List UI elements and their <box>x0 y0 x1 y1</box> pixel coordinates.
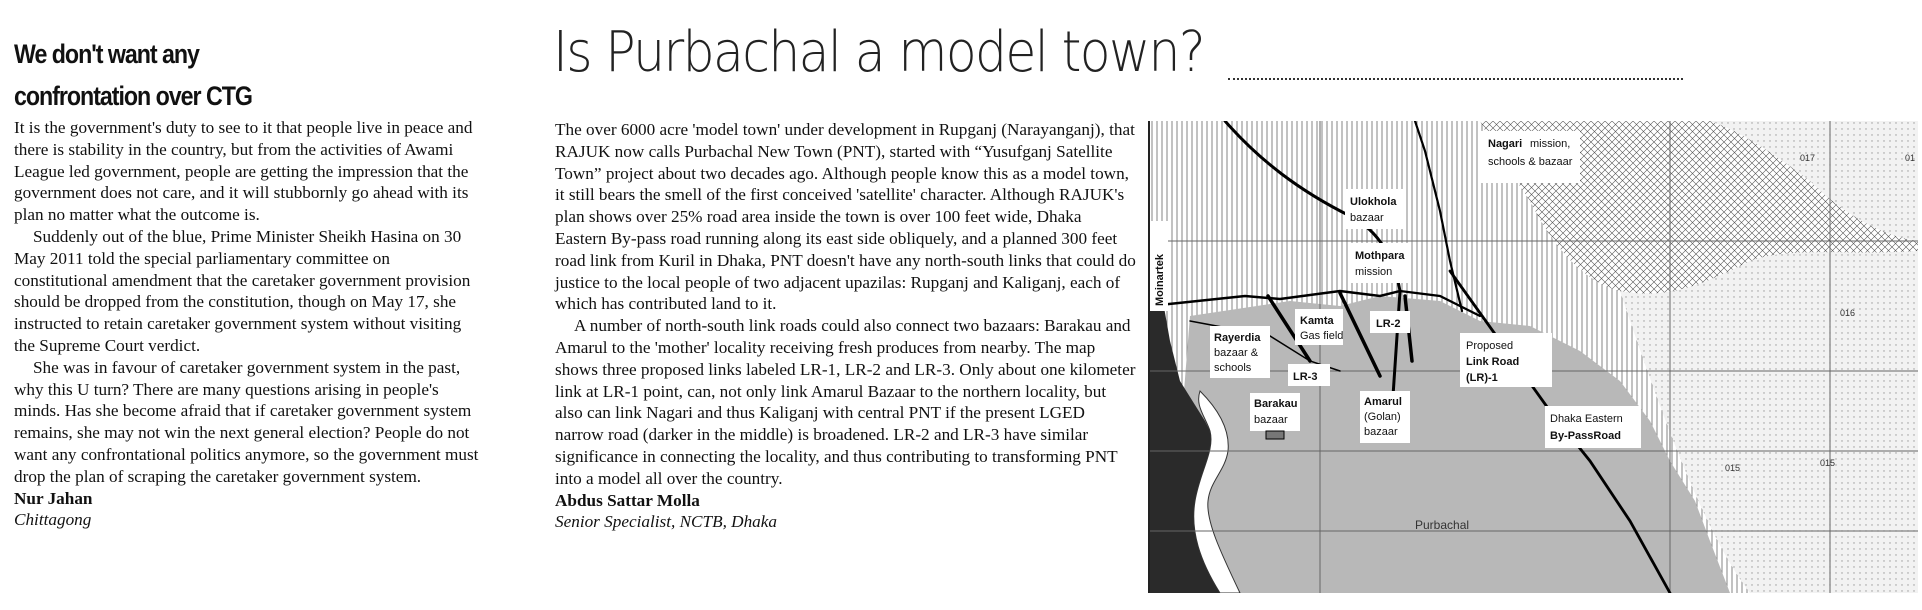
map-label-rayerdia-bazaar: bazaar & <box>1214 347 1259 359</box>
letter-ctg <box>14 33 484 531</box>
headline-dotted-rule <box>1228 78 1683 80</box>
map-label-moinartek: Moinartek <box>1154 254 1166 306</box>
map-label-amarul-golan: (Golan) <box>1364 411 1401 423</box>
map-label-kamta: Kamta <box>1300 315 1334 327</box>
map-label-lr3: LR-3 <box>1293 371 1318 383</box>
map-label-mothpara-mission: mission <box>1355 266 1393 278</box>
map-label-rayerdia: Rayerdia <box>1214 332 1261 344</box>
map-label-nagari-schools: schools & bazaar <box>1488 156 1573 168</box>
map-label-amarul-bazaar: bazaar <box>1364 426 1398 438</box>
letter-heading-line1: We don't want any <box>14 39 199 69</box>
map-sector-016: 016 <box>1840 308 1856 318</box>
map-label-bypass-road: By-PassRoad <box>1550 430 1621 442</box>
map-label-lr1: (LR)-1 <box>1466 372 1498 384</box>
map-label-ulokhola-bazaar: bazaar <box>1350 212 1384 224</box>
map-label-ulokhola: Ulokhola <box>1350 196 1397 208</box>
map-label-nagari: Nagari <box>1488 138 1523 150</box>
map-label-barakau-bazaar: bazaar <box>1254 414 1288 426</box>
map-label-dhaka-eastern: Dhaka Eastern <box>1550 413 1623 425</box>
letter-body <box>14 117 484 531</box>
letter-paragraph: She was in favour of caretaker government system in the past, why this U turn? There are many questions arising in people's minds. Has she become afraid that if caretaker government system remains, she may not win the next general election? People do not want any confrontational politics anymore, so the government must drop the plan of scraping the caretaker government system. <box>14 357 479 486</box>
map-sector-015b: 015 <box>1820 458 1836 468</box>
map-label-amarul: Amarul <box>1364 396 1402 408</box>
map-label-rayerdia-schools: schools <box>1214 362 1252 374</box>
map-label-kamta-gas: Gas field <box>1300 330 1344 342</box>
map-label-proposed: Proposed <box>1466 340 1514 352</box>
map-sector-01: 01 <box>1905 153 1916 163</box>
map-label-purbachal: Purbachal <box>1415 518 1470 532</box>
map-figure <box>1150 121 1918 593</box>
headline-block <box>553 18 1683 88</box>
letter-paragraph: It is the government's duty to see to it that people live in peace and there is stability in the country, but from the activities of Awami League led government, people are getting the impression that the government does not care, and it will stubbornly go ahead with its plan no matter what the outcome is. <box>14 118 473 225</box>
map-label-link-road: Link Road <box>1466 356 1520 368</box>
letter-author-title: Senior Specialist, NCTB, Dhaka <box>555 512 777 532</box>
letter-paragraph: The over 6000 acre 'model town' under development in Rupganj (Narayanganj), that RAJUK now calls Purbachal New Town (PNT), started with “Yusufganj Satellite Town” project about two decades ago. Although people know this as a model town, it still bears the smell of the first conceived 'satellite' character. Although RAJUK's plan shows over 25% road area inside the town is over 100 feet wide, Dhaka Eastern By-pass road running along its east side obliquely, and a planned 300 feet road link from Kuril in Dhaka, PNT doesn't have any north-south links that could do justice to the local people of two adjacent upazilas: Rupganj and Kaliganj, each of which has contributed land to it. <box>555 120 1136 314</box>
map-label-nagari-mission: mission, <box>1530 138 1571 150</box>
letter-purbachal <box>555 119 1137 533</box>
purbachal-map <box>1148 121 1918 593</box>
map-sector-015: 015 <box>1725 463 1741 473</box>
letter-author: Nur Jahan <box>14 488 93 508</box>
letter-location: Chittagong <box>14 510 92 530</box>
map-label-mothpara: Mothpara <box>1355 250 1405 262</box>
map-sector-017: 017 <box>1800 153 1816 163</box>
map-label-barakau: Barakau <box>1254 398 1298 410</box>
map-label-lr2: LR-2 <box>1376 318 1401 330</box>
letter-heading-line2: confrontation over CTG <box>14 81 252 111</box>
page-title: Is Purbachal a model town? <box>553 20 1205 85</box>
letter-author: Abdus Sattar Molla <box>555 490 700 510</box>
letter-paragraph: Suddenly out of the blue, Prime Minister Sheikh Hasina on 30 May 2011 told the special parliamentary committee on constitutional amendment that the caretaker government provision should be dropped from the constitution, though on May 17, she instructed to retain caretaker government system without visiting the Supreme Court verdict. <box>14 226 471 355</box>
letter-paragraph: A number of north-south link roads could also connect two bazaars: Barakau and Amarul to the 'mother' locality receiving fresh produces from nearby. The map shows three proposed links labeled LR-1, LR-2 and LR-3. Only about one kilometer link at LR-1 point, can, not only link Amarul Bazaar to the northern locality, but also can link Nagari and thus Kaliganj with central PNT if the present LGED narrow road (darker in the middle) is broadened. LR-2 and LR-3 have similar significance in connecting the locality, and thus contributing to transforming PNT into a model all over the country. <box>555 316 1136 488</box>
